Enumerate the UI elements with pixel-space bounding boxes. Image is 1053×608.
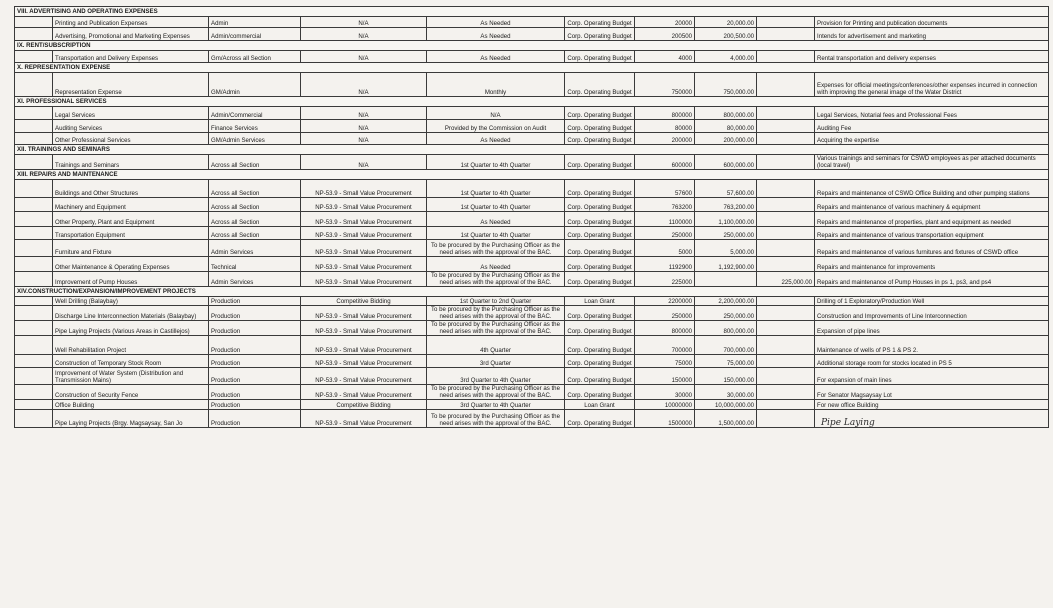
budget-cell: 150000	[635, 368, 695, 385]
office-cell: GM/Admin Services	[209, 133, 301, 145]
fund-source-cell: Corp. Operating Budget	[565, 272, 635, 287]
office-cell: Production	[209, 400, 301, 410]
amount-cell: 2,200,000.00	[695, 297, 757, 306]
item-cell: Transportation Equipment	[53, 227, 209, 240]
procurement-plan-table	[14, 6, 1049, 428]
office-cell: Across all Section	[209, 180, 301, 198]
section-title: XI. PROFESSIONAL SERVICES	[15, 97, 1049, 107]
extra-amount-cell: 225,000.00	[757, 272, 815, 287]
office-cell: Across all Section	[209, 198, 301, 212]
budget-cell: 5000	[635, 240, 695, 257]
fund-source-cell: Corp. Operating Budget	[565, 180, 635, 198]
budget-cell: 700000	[635, 336, 695, 355]
item-cell: Buildings and Other Structures	[53, 180, 209, 198]
remarks-cell: For expansion of main lines	[815, 368, 1049, 385]
extra-amount-cell	[757, 368, 815, 385]
remarks-cell: Repairs and maintenance of various transportation equipment	[815, 227, 1049, 240]
extra-amount-cell	[757, 240, 815, 257]
remarks-cell: Repairs and maintenance of Pump Houses in ps 1, ps3, and ps4	[815, 272, 1049, 287]
table-row	[15, 368, 1049, 385]
budget-cell: 80000	[635, 120, 695, 133]
remarks-cell: Repairs and maintenance for improvements	[815, 257, 1049, 272]
schedule-cell: Monthly	[427, 73, 565, 97]
schedule-cell: 3rd Quarter to 4th Quarter	[427, 368, 565, 385]
amount-cell: 800,000.00	[695, 321, 757, 336]
fund-source-cell: Corp. Operating Budget	[565, 368, 635, 385]
budget-cell: 10000000	[635, 400, 695, 410]
extra-amount-cell	[757, 227, 815, 240]
amount-cell: 150,000.00	[695, 368, 757, 385]
amount-cell: 250,000.00	[695, 227, 757, 240]
indent-cell	[15, 321, 53, 336]
procurement-mode-cell: NP-53.9 - Small Value Procurement	[301, 227, 427, 240]
schedule-cell: As Needed	[427, 257, 565, 272]
office-cell: GM/Admin	[209, 73, 301, 97]
extra-amount-cell	[757, 212, 815, 227]
office-cell: Admin/Commercial	[209, 107, 301, 120]
fund-source-cell: Corp. Operating Budget	[565, 336, 635, 355]
section-header-row	[15, 287, 1049, 297]
amount-cell: 57,600.00	[695, 180, 757, 198]
table-row	[15, 410, 1049, 428]
item-cell: Legal Services	[53, 107, 209, 120]
office-cell: Admin/commercial	[209, 28, 301, 41]
procurement-mode-cell: N/A	[301, 17, 427, 28]
section-title: VIII. ADVERTISING AND OPERATING EXPENSES	[15, 7, 1049, 17]
section-title: XIV.CONSTRUCTION/EXPANSION/IMPROVEMENT PROJECTS	[15, 287, 1049, 297]
section-header-row	[15, 7, 1049, 17]
procurement-mode-cell: NP-53.9 - Small Value Procurement	[301, 368, 427, 385]
procurement-mode-cell: Competitive Bidding	[301, 400, 427, 410]
schedule-cell: As Needed	[427, 212, 565, 227]
table-row	[15, 385, 1049, 400]
remarks-cell: Construction and Improvements of Line Interconnection	[815, 306, 1049, 321]
procurement-mode-cell: NP-53.9 - Small Value Procurement	[301, 306, 427, 321]
budget-cell: 4000	[635, 51, 695, 63]
extra-amount-cell	[757, 306, 815, 321]
amount-cell: 5,000.00	[695, 240, 757, 257]
indent-cell	[15, 73, 53, 97]
item-cell: Construction of Security Fence	[53, 385, 209, 400]
procurement-mode-cell: NP-53.9 - Small Value Procurement	[301, 212, 427, 227]
procurement-mode-cell: NP-53.9 - Small Value Procurement	[301, 355, 427, 368]
remarks-cell: Provision for Printing and publication documents	[815, 17, 1049, 28]
office-cell: Finance Services	[209, 120, 301, 133]
amount-cell: 1,500,000.00	[695, 410, 757, 428]
extra-amount-cell	[757, 51, 815, 63]
item-cell: Advertising, Promotional and Marketing Expenses	[53, 28, 209, 41]
budget-cell: 2200000	[635, 297, 695, 306]
amount-cell: 800,000.00	[695, 107, 757, 120]
office-cell: Production	[209, 410, 301, 428]
amount-cell: 700,000.00	[695, 336, 757, 355]
office-cell: Production	[209, 368, 301, 385]
schedule-cell: To be procured by the Purchasing Officer as the need arises with the approval of the BAC.	[427, 321, 565, 336]
budget-cell: 250000	[635, 227, 695, 240]
budget-cell: 200000	[635, 133, 695, 145]
item-cell: Transportation and Delivery Expenses	[53, 51, 209, 63]
section-header-row	[15, 63, 1049, 73]
item-cell: Office Building	[53, 400, 209, 410]
item-cell: Machinery and Equipment	[53, 198, 209, 212]
remarks-cell: For new office Building	[815, 400, 1049, 410]
budget-cell: 250000	[635, 306, 695, 321]
extra-amount-cell	[757, 355, 815, 368]
budget-cell: 1192900	[635, 257, 695, 272]
section-header-row	[15, 97, 1049, 107]
item-cell: Other Maintenance & Operating Expenses	[53, 257, 209, 272]
office-cell: Production	[209, 336, 301, 355]
amount-cell: 20,000.00	[695, 17, 757, 28]
extra-amount-cell	[757, 107, 815, 120]
remarks-cell: Drilling of 1 Exploratory/Production Well	[815, 297, 1049, 306]
indent-cell	[15, 120, 53, 133]
section-title: X. REPRESENTATION EXPENSE	[15, 63, 1049, 73]
indent-cell	[15, 180, 53, 198]
office-cell: Technical	[209, 257, 301, 272]
schedule-cell: To be procured by the Purchasing Officer as the need arises with the approval of the BAC.	[427, 272, 565, 287]
table-row	[15, 336, 1049, 355]
table-row	[15, 51, 1049, 63]
indent-cell	[15, 240, 53, 257]
table-row	[15, 180, 1049, 198]
section-title: XII. TRAININGS AND SEMINARS	[15, 145, 1049, 155]
extra-amount-cell	[757, 120, 815, 133]
indent-cell	[15, 227, 53, 240]
schedule-cell: 1st Quarter to 4th Quarter	[427, 227, 565, 240]
extra-amount-cell	[757, 257, 815, 272]
indent-cell	[15, 400, 53, 410]
fund-source-cell: Loan Grant	[565, 297, 635, 306]
indent-cell	[15, 410, 53, 428]
table-row	[15, 212, 1049, 227]
table-row	[15, 355, 1049, 368]
procurement-mode-cell: N/A	[301, 51, 427, 63]
remarks-cell: Expansion of pipe lines	[815, 321, 1049, 336]
fund-source-cell: Corp. Operating Budget	[565, 212, 635, 227]
budget-cell: 57600	[635, 180, 695, 198]
office-cell: Across all Section	[209, 227, 301, 240]
procurement-mode-cell: NP-53.9 - Small Value Procurement	[301, 257, 427, 272]
budget-cell: 30000	[635, 385, 695, 400]
budget-cell: 763200	[635, 198, 695, 212]
amount-cell: 250,000.00	[695, 306, 757, 321]
indent-cell	[15, 107, 53, 120]
office-cell: Production	[209, 355, 301, 368]
fund-source-cell: Corp. Operating Budget	[565, 198, 635, 212]
amount-cell: 1,100,000.00	[695, 212, 757, 227]
table-row	[15, 227, 1049, 240]
schedule-cell: 4th Quarter	[427, 336, 565, 355]
item-cell: Representation Expense	[53, 73, 209, 97]
schedule-cell: To be procured by the Purchasing Officer as the need arises with the approval of the BAC.	[427, 385, 565, 400]
table-row	[15, 297, 1049, 306]
amount-cell: 200,000.00	[695, 133, 757, 145]
remarks-cell: Repairs and maintenance of CSWD Office Building and other pumping stations	[815, 180, 1049, 198]
amount-cell: 10,000,000.00	[695, 400, 757, 410]
table-row	[15, 321, 1049, 336]
fund-source-cell: Corp. Operating Budget	[565, 17, 635, 28]
office-cell: Admin Services	[209, 272, 301, 287]
amount-cell: 750,000.00	[695, 73, 757, 97]
office-cell: Production	[209, 321, 301, 336]
office-cell: Across all Section	[209, 155, 301, 170]
amount-cell: 763,200.00	[695, 198, 757, 212]
remarks-cell: For Senator Magsaysay Lot	[815, 385, 1049, 400]
remarks-cell: Expenses for official meetings/conferences/other expenses incurred in connection with improving the general image of the Water District	[815, 73, 1049, 97]
item-cell: Well Drilling (Balaybay)	[53, 297, 209, 306]
table-row	[15, 120, 1049, 133]
budget-cell: 600000	[635, 155, 695, 170]
fund-source-cell: Corp. Operating Budget	[565, 257, 635, 272]
table-row	[15, 17, 1049, 28]
extra-amount-cell	[757, 336, 815, 355]
indent-cell	[15, 272, 53, 287]
fund-source-cell: Corp. Operating Budget	[565, 120, 635, 133]
amount-cell: 30,000.00	[695, 385, 757, 400]
table-row	[15, 133, 1049, 145]
indent-cell	[15, 336, 53, 355]
table-row	[15, 155, 1049, 170]
table-row	[15, 28, 1049, 41]
budget-cell: 1100000	[635, 212, 695, 227]
indent-cell	[15, 17, 53, 28]
table-row	[15, 73, 1049, 97]
handwritten-note: Pipe Laying	[817, 418, 879, 428]
item-cell: Auditing Services	[53, 120, 209, 133]
indent-cell	[15, 385, 53, 400]
fund-source-cell: Corp. Operating Budget	[565, 385, 635, 400]
schedule-cell: 1st Quarter to 2nd Quarter	[427, 297, 565, 306]
fund-source-cell: Corp. Operating Budget	[565, 410, 635, 428]
extra-amount-cell	[757, 17, 815, 28]
fund-source-cell: Corp. Operating Budget	[565, 227, 635, 240]
fund-source-cell: Corp. Operating Budget	[565, 51, 635, 63]
schedule-cell: As Needed	[427, 51, 565, 63]
table-row	[15, 272, 1049, 287]
procurement-mode-cell: N/A	[301, 155, 427, 170]
procurement-mode-cell: N/A	[301, 120, 427, 133]
indent-cell	[15, 28, 53, 41]
item-cell: Well Rehabilitation Project	[53, 336, 209, 355]
indent-cell	[15, 297, 53, 306]
schedule-cell: To be procured by the Purchasing Officer as the need arises with the approval of the BAC.	[427, 410, 565, 428]
item-cell: Other Professional Services	[53, 133, 209, 145]
item-cell: Furniture and Fixture	[53, 240, 209, 257]
procurement-mode-cell: NP-53.9 - Small Value Procurement	[301, 180, 427, 198]
indent-cell	[15, 155, 53, 170]
budget-cell: 200500	[635, 28, 695, 41]
procurement-mode-cell: NP-53.9 - Small Value Procurement	[301, 410, 427, 428]
extra-amount-cell	[757, 28, 815, 41]
fund-source-cell: Corp. Operating Budget	[565, 28, 635, 41]
table-row	[15, 240, 1049, 257]
schedule-cell: To be procured by the Purchasing Officer as the need arises with the approval of the BAC.	[427, 240, 565, 257]
office-cell: Across all Section	[209, 212, 301, 227]
table-row	[15, 306, 1049, 321]
amount-cell: 75,000.00	[695, 355, 757, 368]
procurement-mode-cell: NP-53.9 - Small Value Procurement	[301, 240, 427, 257]
indent-cell	[15, 198, 53, 212]
remarks-cell	[815, 410, 1049, 428]
table-row	[15, 198, 1049, 212]
office-cell: Production	[209, 297, 301, 306]
schedule-cell: 1st Quarter to 4th Quarter	[427, 198, 565, 212]
amount-cell: 600,000.00	[695, 155, 757, 170]
amount-cell: 80,000.00	[695, 120, 757, 133]
table-row	[15, 107, 1049, 120]
item-cell: Other Property, Plant and Equipment	[53, 212, 209, 227]
item-cell: Printing and Publication Expenses	[53, 17, 209, 28]
section-header-row	[15, 145, 1049, 155]
remarks-cell: Acquiring the expertise	[815, 133, 1049, 145]
indent-cell	[15, 306, 53, 321]
amount-cell: 200,500.00	[695, 28, 757, 41]
fund-source-cell: Corp. Operating Budget	[565, 155, 635, 170]
extra-amount-cell	[757, 297, 815, 306]
schedule-cell: Provided by the Commission on Audit	[427, 120, 565, 133]
procurement-mode-cell: NP-53.9 - Small Value Procurement	[301, 336, 427, 355]
fund-source-cell: Corp. Operating Budget	[565, 355, 635, 368]
schedule-cell: N/A	[427, 107, 565, 120]
budget-cell: 75000	[635, 355, 695, 368]
remarks-cell: Various trainings and seminars for CSWD employees as per attached documents (local travel)	[815, 155, 1049, 170]
procurement-mode-cell: NP-53.9 - Small Value Procurement	[301, 321, 427, 336]
item-cell: Improvement of Pump Houses	[53, 272, 209, 287]
item-cell: Improvement of Water System (Distribution and Transmission Mains)	[53, 368, 209, 385]
section-header-row	[15, 41, 1049, 51]
table-row	[15, 257, 1049, 272]
extra-amount-cell	[757, 180, 815, 198]
section-title: XIII. REPAIRS AND MAINTENANCE	[15, 170, 1049, 180]
fund-source-cell: Corp. Operating Budget	[565, 306, 635, 321]
procurement-mode-cell: Competitive Bidding	[301, 297, 427, 306]
table-row	[15, 400, 1049, 410]
extra-amount-cell	[757, 133, 815, 145]
schedule-cell: 1st Quarter to 4th Quarter	[427, 155, 565, 170]
remarks-cell: Maintenance of wells of PS 1 & PS 2.	[815, 336, 1049, 355]
schedule-cell: 3rd Quarter	[427, 355, 565, 368]
fund-source-cell: Corp. Operating Budget	[565, 107, 635, 120]
procurement-mode-cell: NP-53.9 - Small Value Procurement	[301, 272, 427, 287]
indent-cell	[15, 355, 53, 368]
procurement-mode-cell: N/A	[301, 28, 427, 41]
schedule-cell: As Needed	[427, 28, 565, 41]
indent-cell	[15, 133, 53, 145]
procurement-mode-cell: NP-53.9 - Small Value Procurement	[301, 385, 427, 400]
remarks-cell: Rental transportation and delivery expenses	[815, 51, 1049, 63]
schedule-cell: 1st Quarter to 4th Quarter	[427, 180, 565, 198]
remarks-cell: Legal Services, Notarial fees and Professional Fees	[815, 107, 1049, 120]
budget-cell: 800000	[635, 107, 695, 120]
item-cell: Construction of Temporary Stock Room	[53, 355, 209, 368]
fund-source-cell: Corp. Operating Budget	[565, 321, 635, 336]
section-title: IX. RENT/SUBSCRIPTION	[15, 41, 1049, 51]
fund-source-cell: Corp. Operating Budget	[565, 133, 635, 145]
budget-cell: 20000	[635, 17, 695, 28]
procurement-mode-cell: N/A	[301, 107, 427, 120]
schedule-cell: To be procured by the Purchasing Officer as the need arises with the approval of the BAC.	[427, 306, 565, 321]
fund-source-cell: Loan Grant	[565, 400, 635, 410]
extra-amount-cell	[757, 410, 815, 428]
indent-cell	[15, 212, 53, 227]
remarks-cell: Auditing Fee	[815, 120, 1049, 133]
office-cell: Admin	[209, 17, 301, 28]
schedule-cell: As Needed	[427, 17, 565, 28]
remarks-cell: Repairs and maintenance of various furnitures and fixtures of CSWD office	[815, 240, 1049, 257]
extra-amount-cell	[757, 73, 815, 97]
procurement-mode-cell: N/A	[301, 133, 427, 145]
indent-cell	[15, 368, 53, 385]
item-cell: Discharge Line Interconnection Materials (Balaybay)	[53, 306, 209, 321]
office-cell: Gm/Across all Section	[209, 51, 301, 63]
section-header-row	[15, 170, 1049, 180]
budget-cell: 750000	[635, 73, 695, 97]
procurement-mode-cell: NP-53.9 - Small Value Procurement	[301, 198, 427, 212]
schedule-cell: 3rd Quarter to 4th Quarter	[427, 400, 565, 410]
office-cell: Production	[209, 306, 301, 321]
indent-cell	[15, 51, 53, 63]
office-cell: Production	[209, 385, 301, 400]
item-cell: Pipe Laying Projects (Various Areas in Castillejos)	[53, 321, 209, 336]
budget-cell: 800000	[635, 321, 695, 336]
office-cell: Admin Services	[209, 240, 301, 257]
item-cell: Trainings and Seminars	[53, 155, 209, 170]
extra-amount-cell	[757, 400, 815, 410]
budget-cell: 225000	[635, 272, 695, 287]
amount-cell	[695, 272, 757, 287]
amount-cell: 4,000.00	[695, 51, 757, 63]
remarks-cell: Intends for advertisement and marketing	[815, 28, 1049, 41]
amount-cell: 1,192,900.00	[695, 257, 757, 272]
extra-amount-cell	[757, 155, 815, 170]
fund-source-cell: Corp. Operating Budget	[565, 73, 635, 97]
extra-amount-cell	[757, 198, 815, 212]
extra-amount-cell	[757, 385, 815, 400]
budget-cell: 1500000	[635, 410, 695, 428]
extra-amount-cell	[757, 321, 815, 336]
item-cell: Pipe Laying Projects (Brgy. Magsaysay, San Jo	[53, 410, 209, 428]
procurement-mode-cell: N/A	[301, 73, 427, 97]
schedule-cell: As Needed	[427, 133, 565, 145]
fund-source-cell: Corp. Operating Budget	[565, 240, 635, 257]
remarks-cell: Repairs and maintenance of properties, plant and equipment as needed	[815, 212, 1049, 227]
indent-cell	[15, 257, 53, 272]
remarks-cell: Additional storage room for stocks located in PS 5	[815, 355, 1049, 368]
remarks-cell: Repairs and maintenance of various machinery & equipment	[815, 198, 1049, 212]
